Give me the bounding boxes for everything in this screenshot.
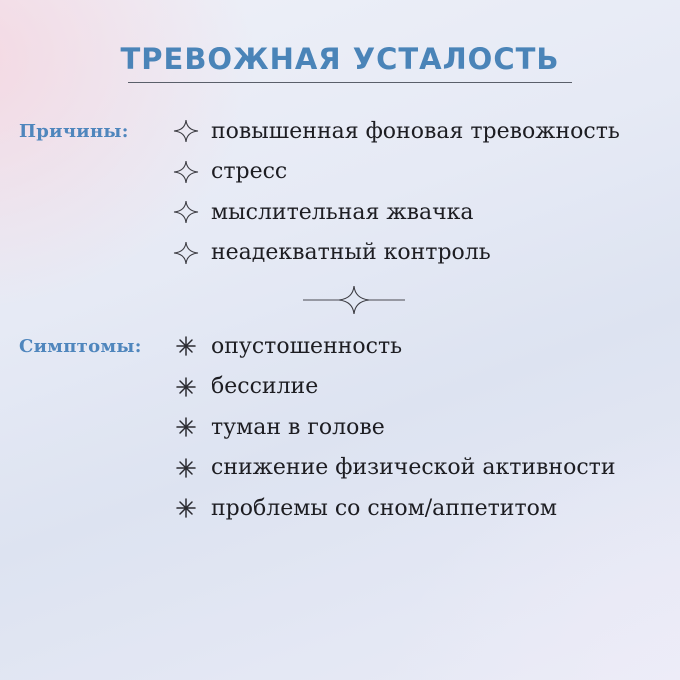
list-item bbox=[172, 233, 620, 274]
asterisk-star-icon bbox=[172, 334, 200, 358]
four-point-star-icon bbox=[172, 119, 200, 143]
list-item-text: мыслительная жвачка bbox=[211, 199, 474, 225]
list-item bbox=[172, 326, 615, 367]
sparkle-divider-icon bbox=[303, 284, 405, 316]
list-item-text: проблемы со сном/аппетитом bbox=[211, 495, 557, 521]
asterisk-star-icon bbox=[172, 375, 200, 399]
symptoms-list bbox=[172, 326, 615, 529]
four-point-star-icon bbox=[172, 160, 200, 184]
causes-label: Причины: bbox=[19, 121, 129, 142]
list-item-text: бессилие bbox=[211, 374, 319, 400]
list-item-text: снижение физической активности bbox=[211, 455, 616, 481]
asterisk-star-icon bbox=[172, 415, 200, 439]
list-item bbox=[172, 111, 620, 152]
four-point-star-icon bbox=[172, 200, 200, 224]
asterisk-star-icon bbox=[172, 496, 200, 520]
list-item bbox=[172, 152, 620, 193]
list-item-text: опустошенность bbox=[211, 333, 403, 359]
list-item-text: стресс bbox=[211, 159, 288, 185]
asterisk-star-icon bbox=[172, 456, 200, 480]
causes-list bbox=[172, 111, 620, 273]
list-item bbox=[172, 367, 615, 408]
title-underline bbox=[128, 82, 572, 83]
list-item-text: туман в голове bbox=[211, 414, 385, 440]
list-item bbox=[172, 448, 615, 489]
list-item bbox=[172, 407, 615, 448]
list-item bbox=[172, 192, 620, 233]
list-item-text: повышенная фоновая тревожность bbox=[211, 118, 620, 144]
four-point-star-icon bbox=[172, 241, 200, 265]
symptoms-label: Симптомы: bbox=[19, 336, 142, 357]
page-title: ТРЕВОЖНАЯ УСТАЛОСТЬ bbox=[120, 42, 560, 76]
list-item bbox=[172, 488, 615, 529]
list-item-text: неадекватный контроль bbox=[211, 240, 491, 266]
